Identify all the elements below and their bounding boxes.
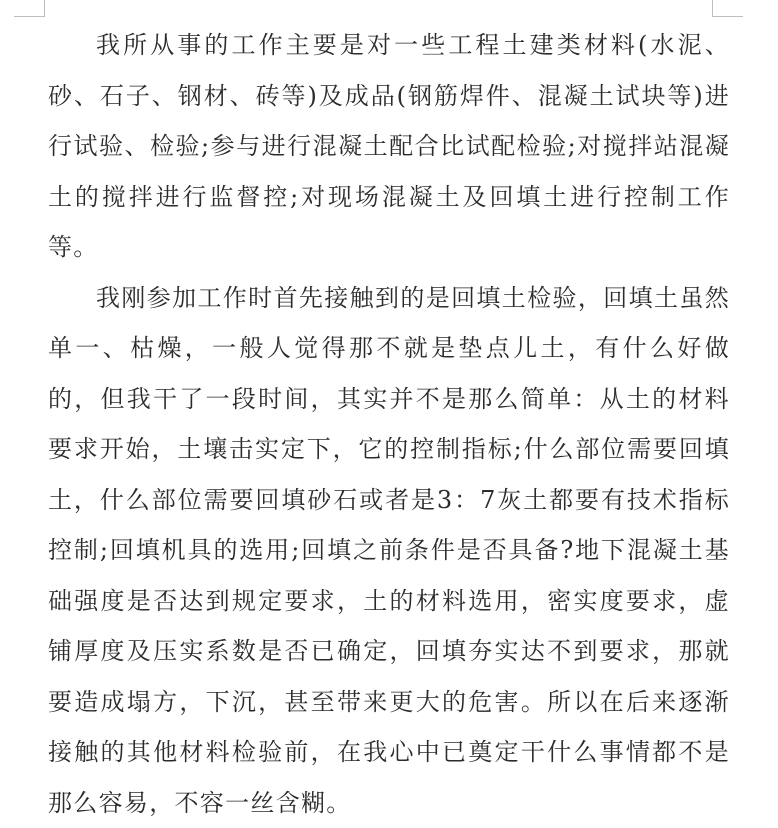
document-body [48,20,730,828]
paragraph-work-duties: 我所从事的工作主要是对一些工程土建类材料(水泥、砂、石子、钢材、砖等)及成品(钢筋焊件、混凝土试块等)进行试验、检验;参与进行混凝土配合比试配检验;对搅拌站混凝土的搅拌进行监督控;对现场混凝土及回填土进行控制工作等。 [48,31,730,261]
crop-mark-top-left [14,0,45,17]
crop-mark-top-right [712,0,743,17]
paragraph-backfill-experience: 我刚参加工作时首先接触到的是回填土检验，回填土虽然单一、枯燥，一般人觉得那不就是垫点儿土，有什么好做的，但我干了一段时间，其实并不是那么简单：从土的材料要求开始，土壤击实定下，它的控制指标;什么部位需要回填土，什么部位需要回填砂石或者是3：7灰土都要有技术指标控制;回填机具的选用;回填之前条件是否具备?地下混凝土基础强度是否达到规定要求，土的材料选用，密实度要求，虚铺厚度及压实系数是否已确定，回填夯实达不到要求，那就要造成塌方，下沉，甚至带来更大的危害。所以在后来逐渐接触的其他材料检验前，在我心中已奠定干什么事情都不是那么容易，不容一丝含糊。 [48,283,730,817]
